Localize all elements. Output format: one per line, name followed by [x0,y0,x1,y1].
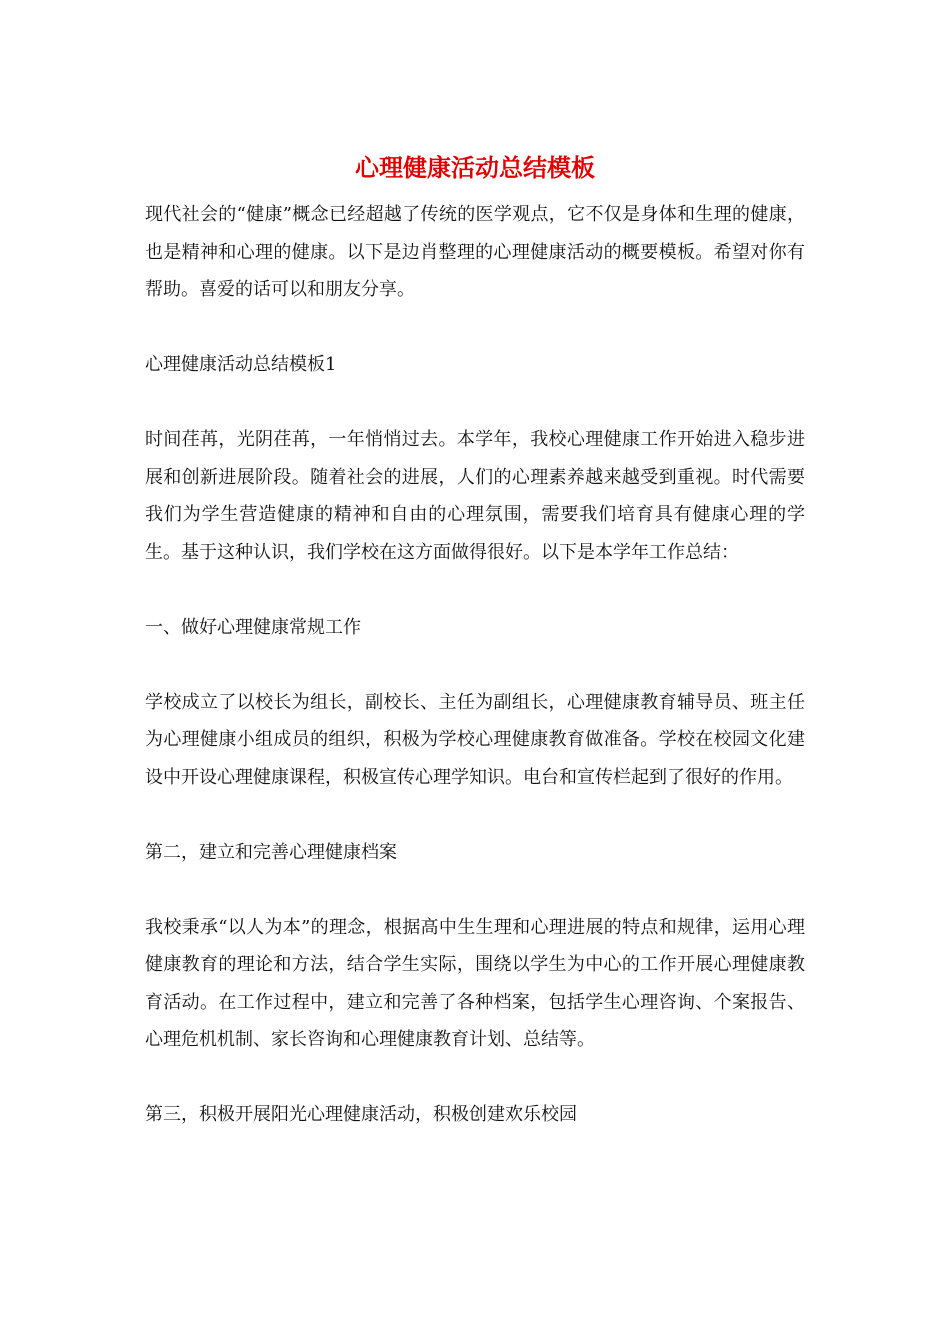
section-heading-template-1: 心理健康活动总结模板1 [145,354,337,375]
section-heading-sunshine-activities: 第三，积极开展阳光心理健康活动，积极创建欢乐校园 [145,1104,577,1125]
intro-paragraph: 现代社会的“健康”概念已经超越了传统的医学观点，它不仅是身体和生理的健康，也是精神和心理的健康。以下是边肖整理的心理健康活动的概要模板。希望对你有帮助。喜爱的话可以和朋友分享。 [145,204,805,300]
section-heading-routine-work: 一、做好心理健康常规工作 [145,616,361,638]
section-heading-health-records: 第二，建立和完善心理健康档案 [145,841,397,863]
body-paragraph: 时间荏苒，光阴荏苒，一年悄悄过去。本学年，我校心理健康工作开始进入稳步进展和创新进展阶段。随着社会的进展，人们的心理素养越来越受到重视。时代需要我们为学生营造健康的精神和自由的心理氛围，需要我们培育具有健康心理的学生。基于这种认识，我们学校在这方面做得很好。以下是本学年工作总结： [145,429,805,563]
body-paragraph: 我校秉承“以人为本”的理念，根据高中生生理和心理进展的特点和规律，运用心理健康教育的理论和方法，结合学生实际，围绕以学生为中心的工作开展心理健康教育活动。在工作过程中，建立和完善了各种档案，包括学生心理咨询、个案报告、心理危机机制、家长咨询和心理健康教育计划、总结等。 [145,916,805,1050]
document-title: 心理健康活动总结模板 [355,154,595,182]
document-body [145,196,805,1171]
body-paragraph: 学校成立了以校长为组长，副校长、主任为副组长，心理健康教育辅导员、班主任为心理健康小组成员的组织，积极为学校心理健康教育做准备。学校在校园文化建设中开设心理健康课程，积极宣传心理学知识。电台和宣传栏起到了很好的作用。 [145,691,805,788]
